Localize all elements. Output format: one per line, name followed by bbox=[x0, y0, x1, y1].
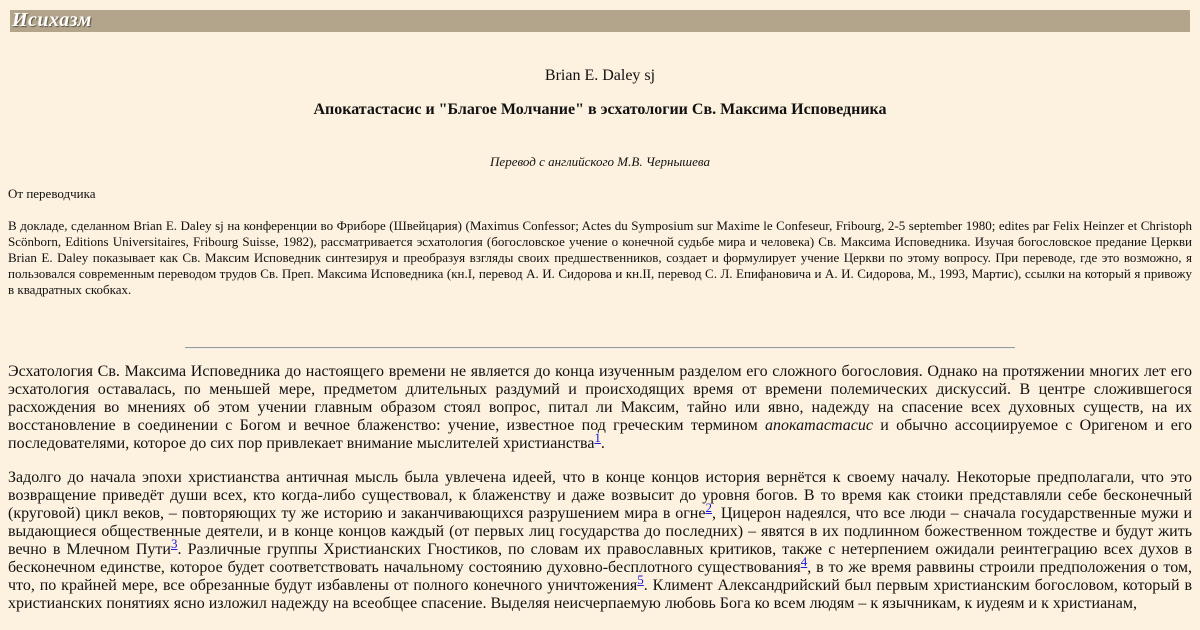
paragraph-text: Эсхатология Св. Максима Исповедника до настоящего времени не является до конца изученным разделом его сложного богословия. Однако на протяжении многих лет его эсхатология оставалась, по меньшей мере, предметом длительных раздумий и происходящих время от времени полемических дискуссий. В центре сложившегося расхождения во мнениях об этом учении главным образом стоял вопрос, питал ли Максим, тайно или явно, надежду на спасение всех духовных существ, на их восстановление в соединении с Богом и вечное блаженство: учение, известное под греческим термином bbox=[8, 363, 1192, 434]
paragraph-text: . bbox=[600, 435, 605, 452]
footnote-link-2[interactable]: 2 bbox=[705, 500, 712, 515]
article-author: Brian E. Daley sj bbox=[544, 67, 656, 84]
paragraph-text: Задолго до начала эпохи христианства античная мысль была увлечена идеей, что в конце концов история вернётся к своему началу. Некоторые предполагали, что это возвращение приведёт души всех, кто когда-либо существовал, к блаженству и даже возвысит до уровня богов. В то время как стоики представляли себе бесконечный (круговой) цикл веков, – повторяющих ту же историю и заканчивающихся разрушением мира в огне bbox=[8, 469, 1192, 522]
paragraph-2 bbox=[8, 469, 1192, 613]
site-logo-text: Исихазм bbox=[12, 9, 92, 31]
footnote-link-5[interactable]: 5 bbox=[637, 572, 644, 587]
preface-heading: От переводчика bbox=[8, 186, 96, 201]
article-body bbox=[8, 363, 1192, 629]
emphasized-term: апокатастасис bbox=[765, 417, 873, 434]
translator-credit: Перевод с английского М.В. Чернышева bbox=[490, 154, 710, 169]
preface-text: В докладе, сделанном Brian E. Daley sj на конференции во Фриборе (Швейцария) (Maximus Confessor; Actes du Symposium sur Maxime le Confeseur, Fribourg, 2-5 september 1980; edites par Felix Heinzer et Christoph Scönborn, Editions Universitaires, Fribourg Suisse, 1982), рассматривается эсхатология (богословское учение о конечной судьбе мира и человека) Св. Максима Исповедника. Изучая богословское предание Церкви Brian E. Daley показывает как Св. Максим Исповедник синтезируя и преобразуя взгляды своих предшественников, создает и формулирует учение Церкви по этому вопросу. При переводе, где это возможно, я пользовался современным переводом трудов Св. Преп. Максима Исповедника (кн.I, перевод А. И. Сидорова и кн.II, перевод С. Л. Епифановича и А. И. Сидорова, М., 1993, Мартис), ссылки на который я привожу в квадратных скобках. bbox=[8, 218, 1192, 297]
section-divider bbox=[185, 347, 1015, 349]
article-title: Апокатастасис и "Благое Молчание" в эсхатологии Св. Максима Исповедника bbox=[313, 101, 887, 118]
footnote-link-4[interactable]: 4 bbox=[800, 554, 808, 569]
paragraph-text: , Цицерон надеялся, что все люди – сначала государственные мужи и выдающиеся общественные деятели, и в конце концов каждый (от первых лиц государства до последних) – явятся в их подлинном божественном тождестве и будут жить вечно в Млечном Пути bbox=[8, 505, 1193, 558]
paragraph-text: , в то же время раввины строили предположения о том, что, по крайней мере, все обрезанные будут избавлены от полного конечного уничтожения bbox=[8, 559, 1193, 594]
paragraph-1 bbox=[8, 363, 1192, 453]
paragraph-text: и обычно ассоциируемое с Оригеном и его последователями, которое до сих пор привлекает внимание мыслителей христианства bbox=[8, 417, 1192, 452]
footnote-link-1[interactable]: 1 bbox=[594, 430, 601, 445]
site-banner bbox=[10, 10, 1190, 32]
footnote-link-3[interactable]: 3 bbox=[171, 536, 178, 551]
paragraph-text: . Различные группы Христианских Гностиков, по словам их православных критиков, также с нетерпением ожидали реинтеграцию всех духов в бесконечном единстве, которое будет соответствовать начальному состоянию духовно-бесплотного существования bbox=[8, 541, 1193, 576]
paragraph-text: . Климент Александрийский был первым христианским богословом, который в христианских понятиях ясно изложил надежду на всеобщее спасение. Выделяя неисчерпаемую любовь Бога ко всем людям – к язычникам, к иудеям и к христианам, bbox=[8, 577, 1192, 612]
